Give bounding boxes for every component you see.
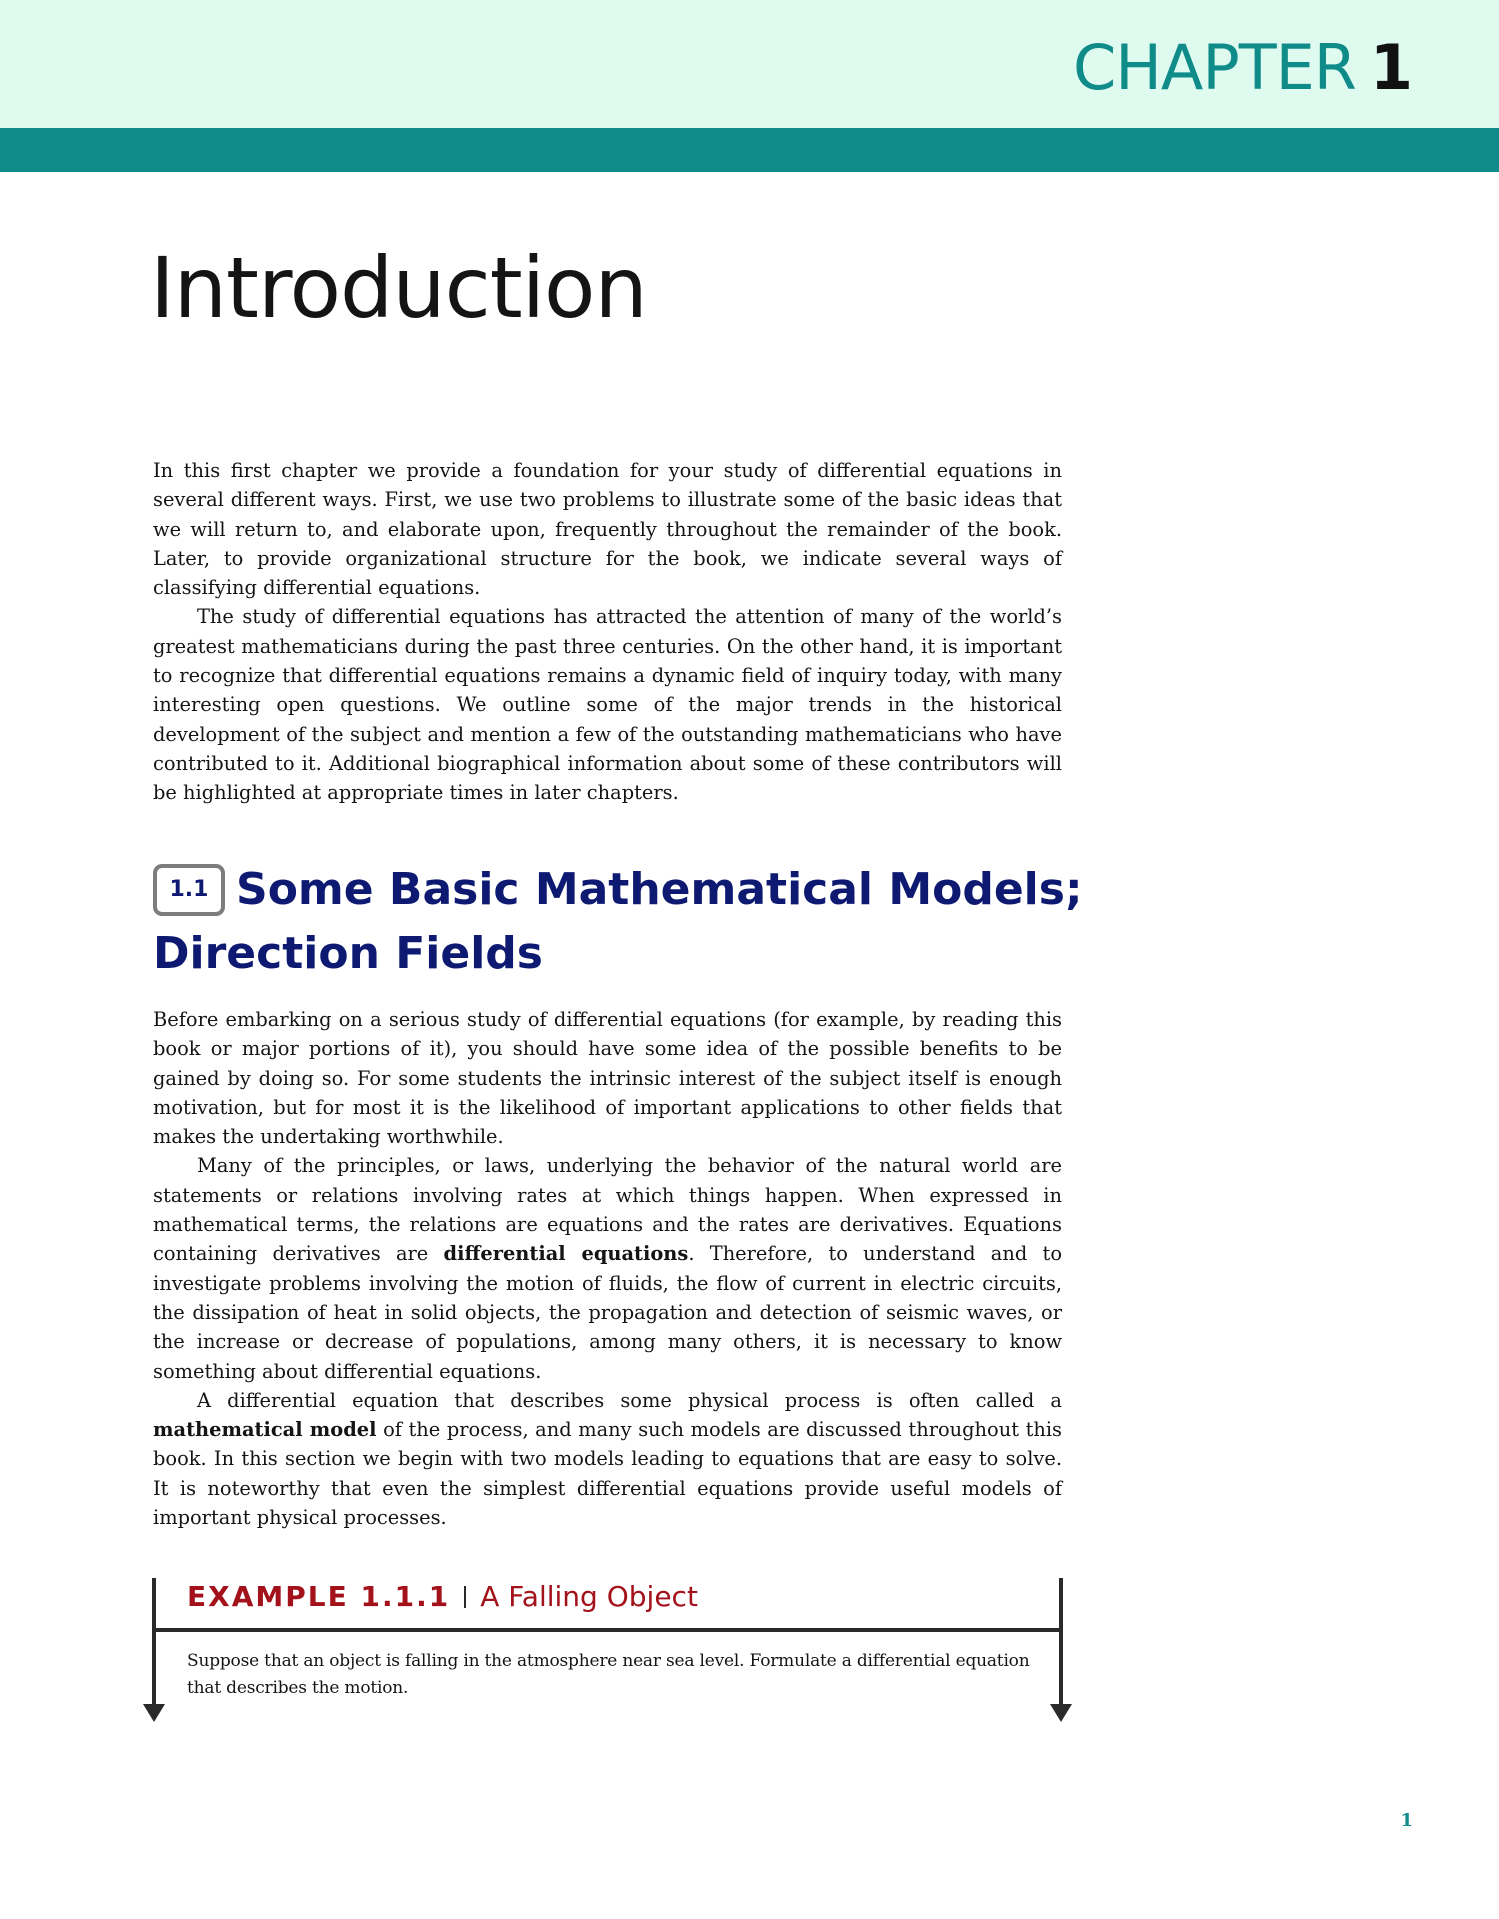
example-separator	[464, 1586, 466, 1608]
page-number: 1	[1400, 1810, 1413, 1831]
section-number-badge: 1.1	[153, 864, 225, 916]
example-box	[152, 1576, 1063, 1726]
example-text: Suppose that an object is falling in the atmosphere near sea level. Formulate a differential equation that describes the motion.	[187, 1651, 1030, 1698]
term-mathematical-model: mathematical model	[153, 1418, 377, 1442]
section-paragraph-1: Before embarking on a serious study of differential equations (for example, by reading this book or major portions of it), you should have some idea of the possible benefits to be gained by doing so. For some students the intrinsic interest of the subject itself is enough motivation, but for most it is the likelihood of important applications to other fields that makes the undertaking worthwhile.	[153, 1008, 1062, 1149]
chapter-word: CHAPTER	[1073, 31, 1356, 104]
example-label: EXAMPLE 1.1.1	[187, 1580, 451, 1613]
section-paragraph-3-text-a: A differential equation that describes some physical process is often called a	[197, 1388, 1062, 1412]
example-left-arrow-icon	[143, 1704, 165, 1722]
section-paragraph-3	[153, 1386, 1062, 1532]
intro-paragraph-2: The study of differential equations has attracted the attention of many of the world’s greatest mathematicians during the past three centuries. On the other hand, it is important to recognize that differential equations remains a dynamic field of inquiry today, with many interesting open questions. We outline some of the major trends in the historical development of the subject and mention a few of the outstanding mathematicians who have contributed to it. Additional biographical information about some of these contributors will be highlighted at appropriate times in later chapters.	[153, 605, 1062, 805]
section-paragraph-3-text-b: of the process, and many such models are discussed throughout this book. In this section we begin with two models leading to equations that are easy to solve. It is noteworthy that even the simplest differential equations provide useful models of important physical processes.	[153, 1418, 1062, 1530]
example-right-rule	[1059, 1578, 1063, 1706]
example-left-rule	[152, 1578, 156, 1706]
section-paragraph-2	[153, 1151, 1062, 1385]
chapter-label	[1073, 30, 1412, 106]
section-heading	[153, 858, 1153, 986]
chapter-header-bar	[0, 128, 1499, 172]
chapter-number: 1	[1369, 31, 1412, 104]
term-differential-equations: differential equations	[443, 1242, 689, 1266]
chapter-title: Introduction	[150, 239, 647, 337]
example-right-arrow-icon	[1050, 1704, 1072, 1722]
section-paragraph-2-text-a: Many of the principles, or laws, underlying the behavior of the natural world are statements or relations involving rates at which things happen. When expressed in mathematical terms, the relations are equations and the rates are derivatives. Equations containing derivatives are	[153, 1154, 1062, 1266]
section-body-text	[153, 1005, 1062, 1532]
example-header-rule	[152, 1628, 1063, 1632]
intro-paragraph-1: In this first chapter we provide a foundation for your study of differential equations in several different ways. First, we use two problems to illustrate some of the basic ideas that we will return to, and elaborate upon, frequently throughout the remainder of the book. Later, to provide organizational structure for the book, we indicate several ways of classifying differential equations.	[153, 459, 1062, 600]
example-title: A Falling Object	[480, 1580, 698, 1613]
section-title: Some Basic Mathematical Models; Direction Fields	[153, 864, 1083, 979]
intro-text	[153, 456, 1062, 808]
example-header	[187, 1576, 698, 1618]
section-paragraph-2-text-b: . Therefore, to understand and to investigate problems involving the motion of fluids, the flow of current in electric circuits, the dissipation of heat in solid objects, the propagation and detection of seismic waves, or the increase or decrease of populations, among many others, it is necessary to know something about differential equations.	[153, 1242, 1062, 1383]
